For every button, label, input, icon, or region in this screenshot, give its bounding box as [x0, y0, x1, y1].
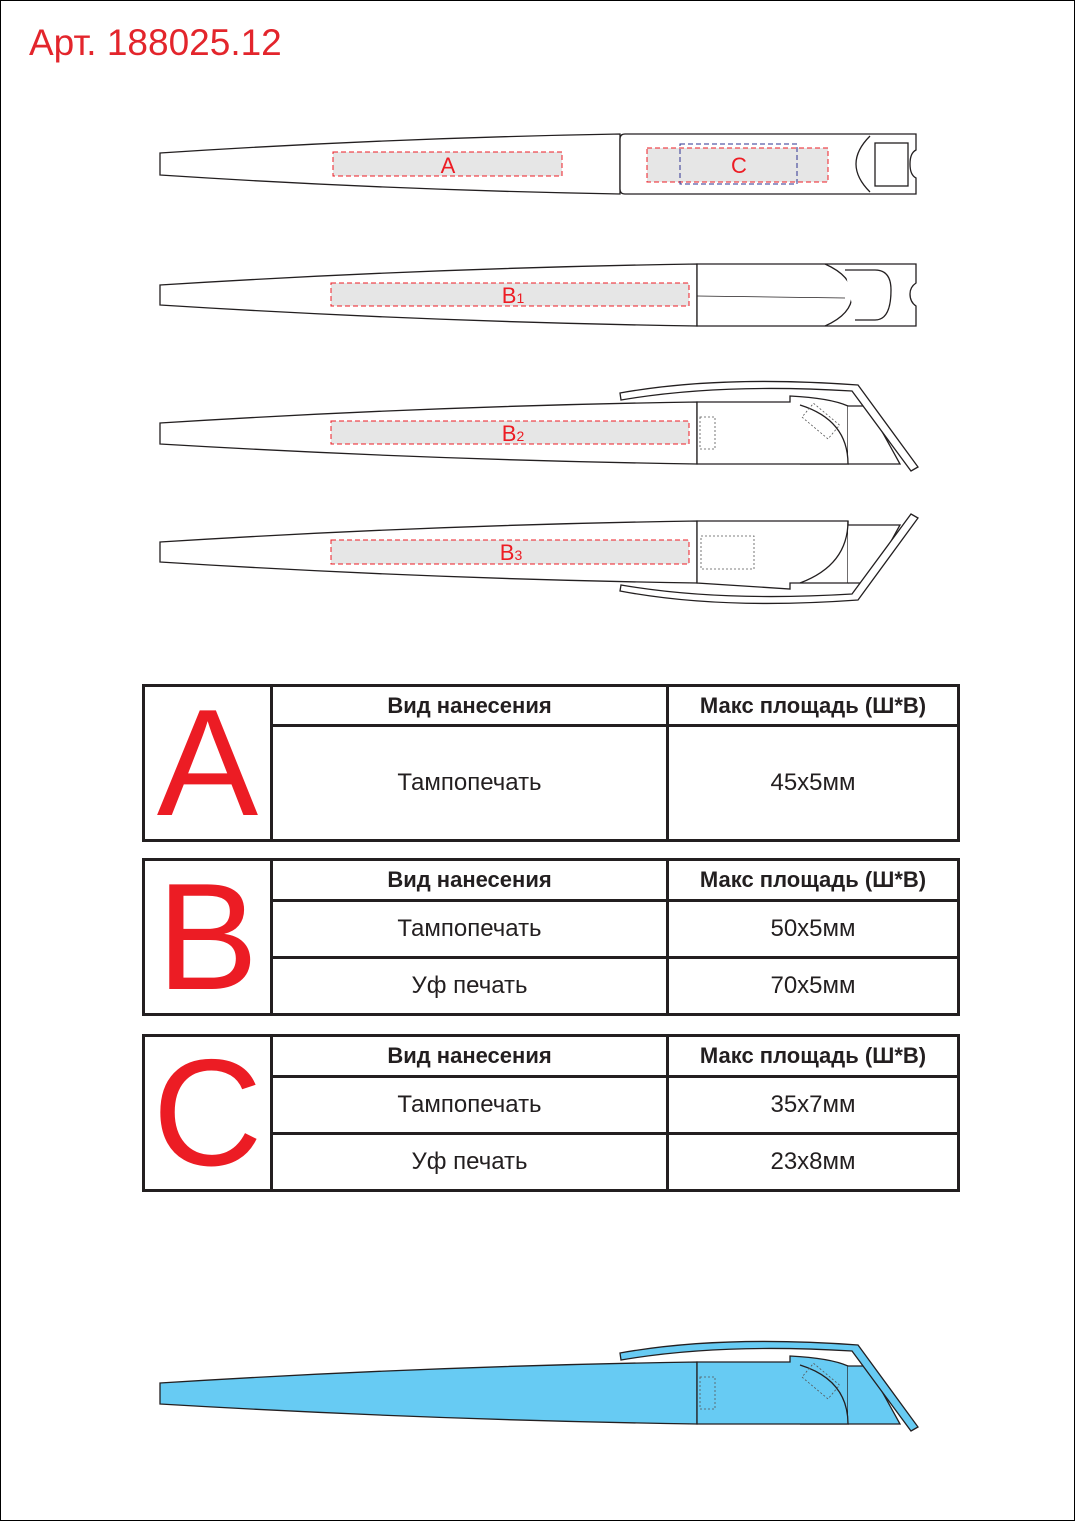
- zone-c-label: C: [731, 153, 747, 178]
- table-a-letter: A: [144, 686, 272, 841]
- table-a-row-1-method: Тампопечать: [272, 726, 668, 841]
- table-c-row-2-area: 23x8мм: [668, 1134, 959, 1191]
- zone-b1-sub: 1: [516, 290, 525, 306]
- table-b-letter: B: [144, 860, 272, 1015]
- table-b-row-2-method: Уф печать: [272, 958, 668, 1015]
- zone-b3-sub: 3: [514, 547, 523, 563]
- pen-front-view: [160, 134, 916, 194]
- pen-side-view-b2: [160, 381, 918, 471]
- table-b-header-area: Макс площадь (Ш*В): [668, 860, 959, 901]
- table-b-row-1-area: 50x5мм: [668, 901, 959, 958]
- zone-a-label: A: [440, 153, 456, 178]
- table-c-header-method: Вид нанесения: [272, 1036, 668, 1077]
- table-c-row-1-method: Тампопечать: [272, 1077, 668, 1134]
- spec-table-b: [142, 852, 960, 1022]
- spec-table-a: [142, 678, 960, 848]
- pen-colored-sample: [160, 1341, 918, 1431]
- zone-b1-letter: B: [501, 283, 517, 308]
- table-a-header-method: Вид нанесения: [272, 686, 668, 726]
- zone-b2-sub: 2: [516, 428, 525, 444]
- pen-side-view-b3: [160, 514, 918, 603]
- table-c-row-2-method: Уф печать: [272, 1134, 668, 1191]
- table-c-row-1-area: 35x7мм: [668, 1077, 959, 1134]
- article-number: Арт. 188025.12: [29, 22, 282, 63]
- table-b-row-1-method: Тампопечать: [272, 901, 668, 958]
- zone-b3-letter: B: [499, 540, 515, 565]
- pen-side-view-b1: [160, 264, 916, 326]
- table-a-header-area: Макс площадь (Ш*В): [668, 686, 959, 726]
- table-b-row-2-area: 70x5мм: [668, 958, 959, 1015]
- table-b-header-method: Вид нанесения: [272, 860, 668, 901]
- table-a-row-1-area: 45x5мм: [668, 726, 959, 841]
- zone-b2-letter: B: [501, 421, 517, 446]
- spec-table-c: [142, 1028, 960, 1198]
- table-c-letter: C: [144, 1036, 272, 1191]
- table-c-header-area: Макс площадь (Ш*В): [668, 1036, 959, 1077]
